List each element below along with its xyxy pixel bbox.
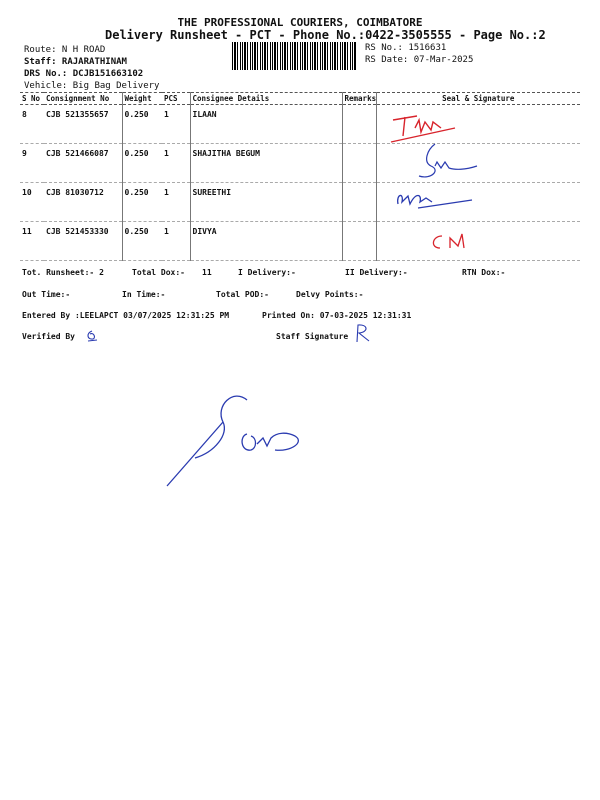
table-row [20, 222, 580, 261]
cell-weight: 0.250 [122, 183, 162, 222]
col-consignment: Consignment No [44, 93, 122, 105]
signature-row-10 [392, 186, 482, 214]
cell-consignment: CJB 521466087 [44, 144, 122, 183]
col-sno: S No [20, 93, 44, 105]
cell-sno: 10 [20, 183, 44, 222]
i-delivery: I Delivery:- [238, 268, 296, 277]
cell-consignee: SUREETHI [190, 183, 342, 222]
cell-pcs: 1 [162, 144, 190, 183]
drs-number: DRS No.: DCJB151663102 [24, 69, 144, 79]
entered-by: Entered By :LEELAPCT 03/07/2025 12:31:25 PM [22, 311, 230, 320]
barcode [232, 42, 356, 70]
table-row [20, 105, 580, 144]
staff-label: Staff: RAJARATHINAM [24, 57, 127, 67]
cell-consignee: DIVYA [190, 222, 342, 261]
printed-on: Printed On: 07-03-2025 12:31:31 [262, 311, 412, 320]
rtn-dox: RTN Dox:- [462, 268, 506, 277]
large-signature [165, 388, 315, 488]
signature-row-9 [405, 140, 505, 184]
table-row [20, 183, 580, 222]
cell-remarks [342, 222, 376, 261]
total-dox-label: Total Dox:- [132, 268, 185, 277]
delvy-points: Delvy Points:- [296, 290, 364, 299]
cell-pcs: 1 [162, 222, 190, 261]
vehicle-label: Vehicle: Big Bag Delivery [24, 81, 160, 91]
route-label: Route: N H ROAD [24, 45, 106, 55]
cell-signature [376, 222, 580, 261]
cell-sno: 8 [20, 105, 44, 144]
col-pcs: PCS [162, 93, 190, 105]
cell-consignment: CJB 521355657 [44, 105, 122, 144]
cell-sno: 9 [20, 144, 44, 183]
col-consignee: Consignee Details [190, 93, 342, 105]
cell-remarks [342, 144, 376, 183]
staff-signature [352, 322, 374, 344]
total-pod: Total POD:- [216, 290, 269, 299]
verified-by-label: Verified By [22, 332, 75, 341]
cell-weight: 0.250 [122, 105, 162, 144]
rs-date: RS Date: 07-Mar-2025 [365, 55, 474, 65]
cell-weight: 0.250 [122, 144, 162, 183]
runsheet-title: Delivery Runsheet - PCT - Phone No.:0422-3505555 - Page No.:2 [105, 28, 546, 42]
cell-remarks [342, 105, 376, 144]
cell-pcs: 1 [162, 105, 190, 144]
cell-consignee: SHAJITHA BEGUM [190, 144, 342, 183]
cell-pcs: 1 [162, 183, 190, 222]
out-time: Out Time:- [22, 290, 71, 299]
rs-number: RS No.: 1516631 [365, 43, 447, 53]
cell-weight: 0.250 [122, 222, 162, 261]
cell-consignment: CJB 521453330 [44, 222, 122, 261]
cell-remarks [342, 183, 376, 222]
col-seal-signature: Seal & Signature [376, 93, 580, 105]
company-name: THE PROFESSIONAL COURIERS, COIMBATORE [177, 16, 423, 29]
staff-signature-label: Staff Signature [276, 332, 349, 341]
verified-signature [84, 328, 100, 344]
col-weight: Weight [122, 93, 162, 105]
col-remarks: Remarks [342, 93, 376, 105]
cell-sno: 11 [20, 222, 44, 261]
total-dox-value: 11 [202, 268, 212, 277]
cell-consignee: ILAAN [190, 105, 342, 144]
signature-row-11 [428, 230, 478, 254]
in-time: In Time:- [122, 290, 166, 299]
cell-consignment: CJB 81030712 [44, 183, 122, 222]
table-header-row [20, 93, 580, 105]
ii-delivery: II Delivery:- [345, 268, 408, 277]
tot-runsheet: Tot. Runsheet:- 2 [22, 268, 104, 277]
